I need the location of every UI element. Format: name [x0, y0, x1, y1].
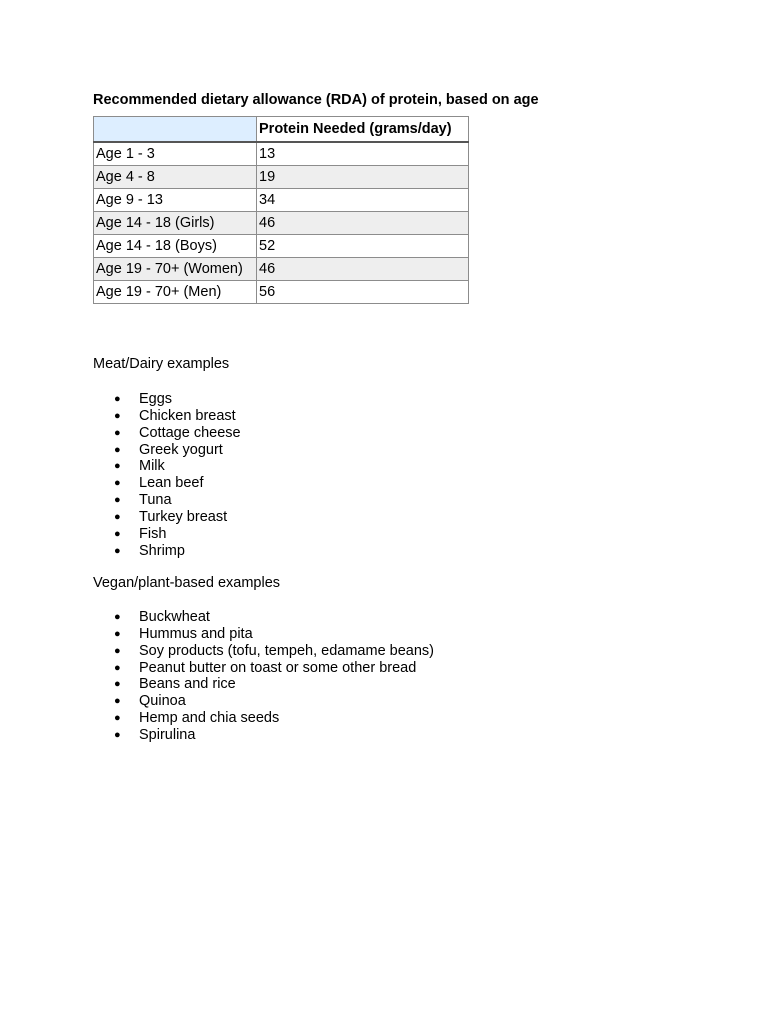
list-item — [93, 391, 241, 408]
list-item-label: Cottage cheese — [139, 424, 241, 441]
list-item-label: Milk — [139, 458, 165, 475]
rda-protein-table — [93, 116, 469, 304]
age-cell: Age 14 - 18 (Girls) — [94, 212, 257, 235]
list-item-label: Greek yogurt — [139, 441, 223, 458]
list-item — [93, 626, 434, 643]
list-item-label: Shrimp — [139, 542, 185, 559]
vegan-list — [93, 609, 434, 744]
protein-cell: 56 — [257, 281, 469, 304]
meat-dairy-list — [93, 391, 241, 559]
protein-cell: 46 — [257, 258, 469, 281]
bullet-icon: ● — [114, 426, 121, 439]
protein-cell: 46 — [257, 212, 469, 235]
list-item-label: Quinoa — [139, 693, 186, 710]
list-item — [93, 492, 241, 509]
list-item — [93, 710, 434, 727]
list-item-label: Turkey breast — [139, 508, 228, 525]
list-item-label: Peanut butter on toast or some other bread — [139, 659, 417, 676]
vegan-heading: Vegan/plant-based examples — [93, 575, 281, 591]
list-item — [93, 727, 434, 744]
bullet-icon: ● — [114, 678, 121, 691]
list-item-label: Fish — [139, 525, 167, 542]
header-cell-protein: Protein Needed (grams/day) — [257, 117, 469, 143]
list-item-label: Chicken breast — [139, 407, 236, 424]
bullet-icon: ● — [114, 527, 121, 540]
bullet-icon: ● — [114, 409, 121, 422]
protein-cell: 34 — [257, 189, 469, 212]
table-row — [94, 166, 469, 189]
list-item-label: Hemp and chia seeds — [139, 710, 280, 727]
list-item — [93, 475, 241, 492]
list-item-label: Tuna — [139, 492, 172, 509]
bullet-icon: ● — [114, 712, 121, 725]
bullet-icon: ● — [114, 393, 121, 405]
bullet-icon: ● — [114, 443, 121, 456]
list-item — [93, 609, 434, 626]
table-row — [94, 281, 469, 304]
bullet-icon: ● — [114, 510, 121, 523]
bullet-icon: ● — [114, 695, 121, 708]
list-item — [93, 643, 434, 660]
bullet-icon: ● — [114, 544, 121, 557]
bullet-icon: ● — [114, 477, 121, 490]
bullet-icon: ● — [114, 728, 121, 741]
document-title: Recommended dietary allowance (RDA) of protein, based on age — [93, 92, 539, 108]
protein-cell: 13 — [257, 142, 469, 166]
list-item-label: Spirulina — [139, 726, 196, 743]
age-cell: Age 9 - 13 — [94, 189, 257, 212]
table-row — [94, 189, 469, 212]
table-row — [94, 235, 469, 258]
list-item — [93, 676, 434, 693]
list-item — [93, 693, 434, 710]
list-item — [93, 509, 241, 526]
bullet-icon: ● — [114, 611, 121, 623]
protein-cell: 19 — [257, 166, 469, 189]
age-cell: Age 1 - 3 — [94, 142, 257, 166]
list-item — [93, 526, 241, 543]
age-cell: Age 14 - 18 (Boys) — [94, 235, 257, 258]
meat-dairy-heading: Meat/Dairy examples — [93, 356, 230, 372]
bullet-icon: ● — [114, 494, 121, 507]
list-item — [93, 543, 241, 560]
list-item-label: Eggs — [139, 391, 173, 407]
list-item-label: Hummus and pita — [139, 625, 253, 642]
list-item — [93, 660, 434, 677]
list-item — [93, 408, 241, 425]
age-cell: Age 19 - 70+ (Men) — [94, 281, 257, 304]
header-cell-age — [94, 117, 257, 143]
protein-cell: 52 — [257, 235, 469, 258]
table-header-row — [94, 117, 469, 143]
list-item — [93, 425, 241, 442]
table-row — [94, 258, 469, 281]
age-cell: Age 19 - 70+ (Women) — [94, 258, 257, 281]
list-item-label: Buckwheat — [139, 609, 210, 625]
bullet-icon: ● — [114, 627, 121, 640]
bullet-icon: ● — [114, 644, 121, 657]
list-item-label: Lean beef — [139, 475, 204, 492]
age-cell: Age 4 - 8 — [94, 166, 257, 189]
list-item-label: Beans and rice — [139, 676, 236, 693]
table-row — [94, 142, 469, 166]
bullet-icon: ● — [114, 460, 121, 473]
list-item-label: Soy products (tofu, tempeh, edamame beans) — [139, 642, 434, 659]
bullet-icon: ● — [114, 661, 121, 674]
table-row — [94, 212, 469, 235]
list-item — [93, 458, 241, 475]
list-item — [93, 442, 241, 459]
